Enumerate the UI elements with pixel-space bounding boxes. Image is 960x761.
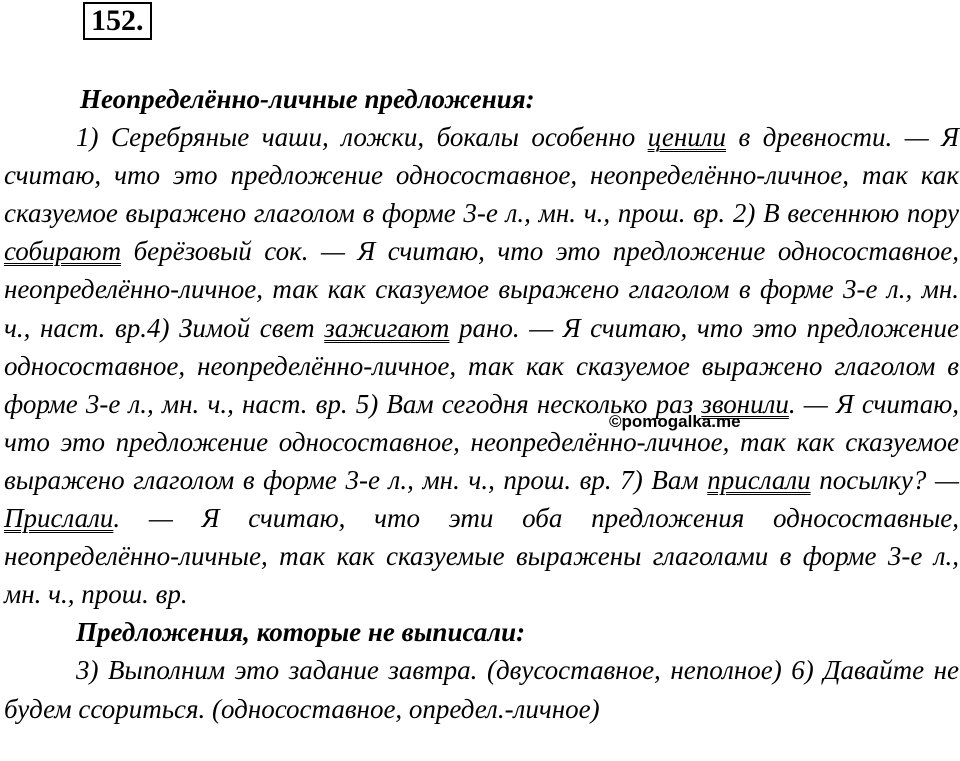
predicate-underlined: собирают xyxy=(4,236,122,267)
predicate-underlined: прислали xyxy=(707,464,811,495)
text-segment: посылку? — xyxy=(810,464,959,495)
document-body xyxy=(4,80,959,728)
paragraph-analysis xyxy=(4,118,959,613)
exercise-number: 152. xyxy=(83,2,152,40)
text-segment: рано. — Я считаю, что это предложение односоставное, неопределённо-личное, так как сказуемое выражено глаголом в форме 3-е л., мн. ч., наст. вр. 5) Вам сегодня несколько раз xyxy=(4,312,960,419)
text-segment: . — Я считаю, что эти оба предложения односоставные, неопределённо-личные, так как сказуемые выражены глаголами в форме 3-е л., мн. ч., прош. вр. xyxy=(4,503,959,610)
heading-not-written: Предложения, которые не выписали: xyxy=(76,617,526,648)
text-segment: берёзовый сок. — Я считаю, что это предложение односоставное, неопределённо-личное, так как сказуемое выражено глаголом в форме 3-е л., мн. ч., наст. вр.4) Зимой свет xyxy=(4,236,959,343)
predicate-underlined: звонили xyxy=(701,388,789,419)
predicate-underlined: зажигают xyxy=(324,312,450,343)
text-segment: . — Я считаю, что это предложение односоставное, неопределённо-личное, так как сказуемое выражено глаголом в форме 3-е л., мн. ч., прош. вр. 7) Вам xyxy=(4,388,959,495)
paragraph-remaining: 3) Выполним это задание завтра. (двусоставное, неполное) 6) Давайте не будем ссориться. (односоставное, определ.-личное) xyxy=(4,655,959,724)
watermark: ©pomogalka.me xyxy=(609,412,741,431)
text-segment: в древности. — Я считаю, что это предложение односоставное, неопределённо-личное, так как сказуемое выражено глаголом в форме 3-е л., мн. ч., прош. вр. 2) В весеннюю пору xyxy=(4,122,960,229)
predicate-underlined: ценили xyxy=(647,122,727,153)
predicate-underlined: Прислали xyxy=(4,503,114,534)
heading-indefinite-personal: Неопределённо-личные предложения: xyxy=(80,84,535,114)
text-segment: 1) Серебряные чаши, ложки, бокалы особенно xyxy=(76,122,648,153)
